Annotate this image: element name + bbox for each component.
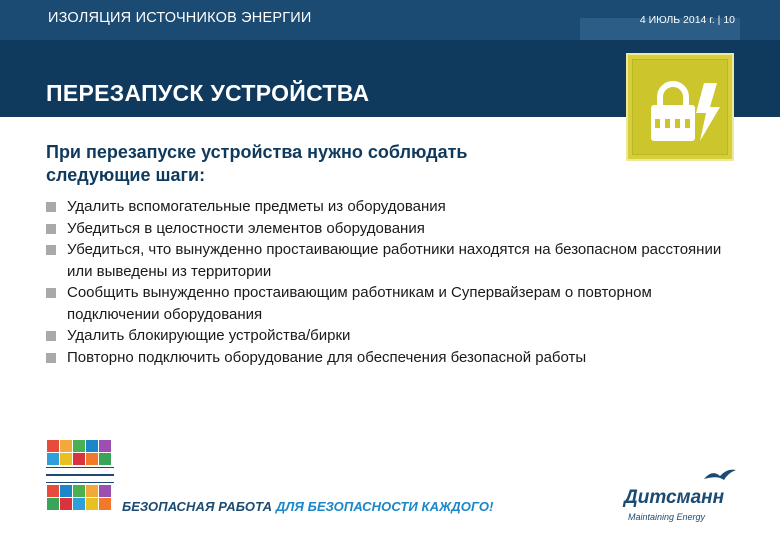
square-bullet-icon: [46, 331, 56, 341]
list-item: [46, 282, 746, 325]
badge-tile: [86, 453, 98, 465]
intro-text: При перезапуске устройства нужно соблюдать следующие шаги:: [46, 142, 468, 185]
lock-tile: [626, 53, 734, 161]
square-bullet-icon: [46, 224, 56, 234]
badge-tile: [86, 498, 98, 510]
date-page-number: 4 ИЮЛЬ 2014 г. | 10: [639, 14, 735, 26]
badge-tile: [73, 498, 85, 510]
badge-tile: [73, 440, 85, 452]
brand-name: Дитсманн: [624, 487, 725, 508]
list-item: [46, 239, 746, 282]
badge-band: [46, 475, 114, 483]
badge-tile: [99, 453, 111, 465]
slide-title: ПЕРЕЗАПУСК УСТРОЙСТВА: [46, 80, 370, 106]
slogan-part-2: ДЛЯ БЕЗОПАСНОСТИ КАЖДОГО!: [275, 499, 494, 514]
safety-slogan: [122, 499, 494, 514]
badge-tile: [86, 440, 98, 452]
step-text: Удалить блокирующие устройства/бирки: [67, 327, 351, 344]
badge-tile: [60, 440, 72, 452]
step-text: Повторно подключить оборудование для обеспечения безопасной работы: [67, 348, 587, 366]
badge-tile: [99, 485, 111, 497]
brand-tagline: Maintaining Energy: [628, 512, 706, 522]
step-text: Сообщить вынужденно простаивающим работникам и Супервайзерам о повторном подключении оборудования: [67, 284, 652, 323]
list-item: [46, 218, 746, 240]
badge-tile: [47, 485, 59, 497]
badge-band: [46, 467, 114, 475]
header-bar: [0, 0, 780, 40]
slogan-part-1: БЕЗОПАСНАЯ РАБОТА: [122, 499, 273, 514]
steps-list: [46, 196, 746, 368]
list-item: [46, 196, 746, 218]
lock-lightning-icon: [634, 63, 726, 155]
step-text: Удалить вспомогательные предметы из оборудования: [67, 198, 446, 215]
badge-tile: [60, 485, 72, 497]
square-bullet-icon: [46, 288, 56, 298]
badge-tile: [47, 440, 59, 452]
list-item: [46, 347, 746, 369]
seagull-logo-icon: [702, 467, 738, 485]
badge-tile: [99, 440, 111, 452]
square-bullet-icon: [46, 353, 56, 363]
square-bullet-icon: [46, 202, 56, 212]
step-text: Убедиться в целостности элементов оборудования: [67, 219, 425, 237]
badge-tile: [99, 498, 111, 510]
section-title: ИЗОЛЯЦИЯ ИСТОЧНИКОВ ЭНЕРГИИ: [48, 10, 312, 26]
badge-tile: [73, 453, 85, 465]
list-item: [46, 325, 746, 347]
badge-tile: [47, 453, 59, 465]
badge-tile: [60, 453, 72, 465]
square-bullet-icon: [46, 245, 56, 255]
badge-tile: [60, 498, 72, 510]
safety-program-badge: [46, 440, 114, 516]
step-text: Убедиться, что вынужденно простаивающие работники находятся на безопасном расстоянии или выведены из территории: [67, 241, 722, 280]
badge-tile: [73, 485, 85, 497]
badge-tile: [47, 498, 59, 510]
badge-tile: [86, 485, 98, 497]
